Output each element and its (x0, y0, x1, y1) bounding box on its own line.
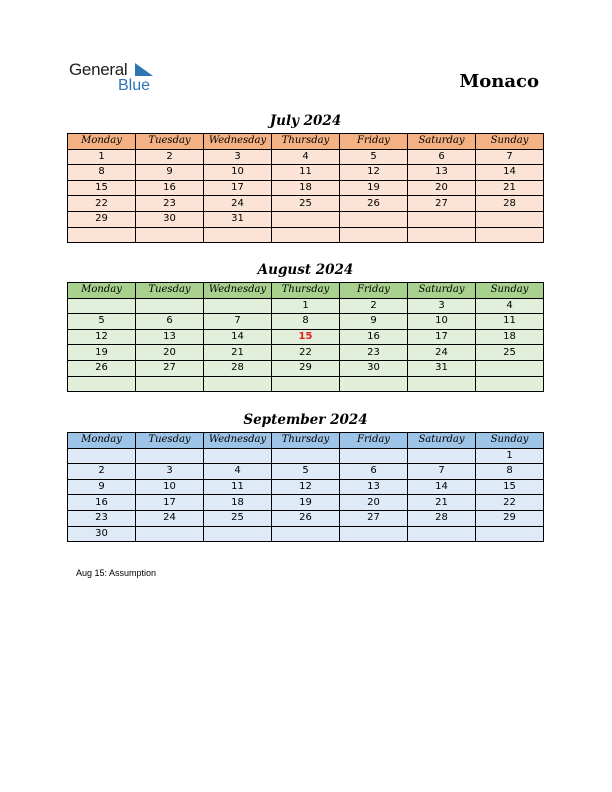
day-cell: 7 (204, 314, 272, 330)
day-cell: 3 (204, 149, 272, 165)
day-cell: 15 (476, 479, 544, 495)
day-cell: 26 (272, 510, 340, 526)
day-cell: 12 (340, 165, 408, 181)
day-cell: 29 (68, 211, 136, 227)
week-row (68, 314, 544, 330)
day-cell: 16 (340, 329, 408, 345)
day-cell: 16 (136, 180, 204, 196)
empty-day-cell (272, 211, 340, 227)
holiday-day-cell: 15 (272, 329, 340, 345)
day-cell: 21 (204, 345, 272, 361)
logo-triangle-icon (133, 63, 153, 78)
empty-day-cell (408, 376, 476, 392)
day-cell: 19 (272, 495, 340, 511)
day-cell: 20 (408, 180, 476, 196)
day-cell: 25 (272, 196, 340, 212)
day-cell: 28 (476, 196, 544, 212)
day-cell: 19 (68, 345, 136, 361)
weekday-header-row (68, 433, 544, 449)
day-cell: 27 (408, 196, 476, 212)
day-cell: 5 (340, 149, 408, 165)
calendar-july (67, 133, 544, 243)
weekday-header-sunday: Sunday (476, 433, 544, 449)
weekday-header-saturday: Saturday (408, 283, 476, 299)
weekday-header-tuesday: Tuesday (136, 283, 204, 299)
week-row (68, 298, 544, 314)
day-cell: 31 (204, 211, 272, 227)
day-cell: 1 (68, 149, 136, 165)
day-cell: 17 (408, 329, 476, 345)
day-cell: 31 (408, 360, 476, 376)
empty-day-cell (408, 211, 476, 227)
day-cell: 4 (204, 464, 272, 480)
week-row (68, 180, 544, 196)
day-cell: 28 (204, 360, 272, 376)
week-row (68, 329, 544, 345)
month-title-july: July 2024 (269, 113, 342, 129)
month-title-august: August 2024 (257, 262, 354, 278)
day-cell: 6 (340, 464, 408, 480)
weekday-header-wednesday: Wednesday (204, 433, 272, 449)
day-cell: 30 (136, 211, 204, 227)
day-cell: 6 (136, 314, 204, 330)
day-cell: 21 (476, 180, 544, 196)
day-cell: 9 (340, 314, 408, 330)
day-cell: 26 (340, 196, 408, 212)
weekday-header-thursday: Thursday (272, 433, 340, 449)
day-cell: 11 (204, 479, 272, 495)
day-cell: 12 (272, 479, 340, 495)
day-cell: 4 (476, 298, 544, 314)
empty-day-cell (204, 526, 272, 542)
day-cell: 25 (476, 345, 544, 361)
day-cell: 22 (476, 495, 544, 511)
generalblue-logo (69, 60, 169, 96)
day-cell: 30 (340, 360, 408, 376)
weekday-header-monday: Monday (68, 433, 136, 449)
weekday-header-monday: Monday (68, 283, 136, 299)
empty-day-cell (136, 298, 204, 314)
empty-day-cell (340, 376, 408, 392)
day-cell: 3 (408, 298, 476, 314)
empty-day-cell (340, 526, 408, 542)
day-cell: 10 (136, 479, 204, 495)
day-cell: 29 (272, 360, 340, 376)
day-cell: 6 (408, 149, 476, 165)
empty-day-cell (136, 227, 204, 243)
day-cell: 18 (204, 495, 272, 511)
day-cell: 14 (408, 479, 476, 495)
day-cell: 23 (136, 196, 204, 212)
day-cell: 7 (408, 464, 476, 480)
day-cell: 10 (408, 314, 476, 330)
day-cell: 23 (340, 345, 408, 361)
weekday-header-sunday: Sunday (476, 283, 544, 299)
weekday-header-wednesday: Wednesday (204, 283, 272, 299)
day-cell: 26 (68, 360, 136, 376)
day-cell: 11 (272, 165, 340, 181)
weekday-header-row (68, 283, 544, 299)
day-cell: 14 (204, 329, 272, 345)
calendar-august (67, 282, 544, 392)
weekday-header-saturday: Saturday (408, 134, 476, 150)
empty-day-cell (476, 526, 544, 542)
day-cell: 1 (476, 448, 544, 464)
weekday-header-wednesday: Wednesday (204, 134, 272, 150)
day-cell: 24 (204, 196, 272, 212)
week-row (68, 149, 544, 165)
empty-day-cell (68, 376, 136, 392)
empty-day-cell (68, 227, 136, 243)
day-cell: 18 (272, 180, 340, 196)
week-row (68, 196, 544, 212)
day-cell: 13 (136, 329, 204, 345)
day-cell: 24 (136, 510, 204, 526)
empty-day-cell (204, 227, 272, 243)
empty-day-cell (272, 227, 340, 243)
weekday-header-row (68, 134, 544, 150)
day-cell: 10 (204, 165, 272, 181)
day-cell: 21 (408, 495, 476, 511)
day-cell: 8 (272, 314, 340, 330)
empty-day-cell (204, 298, 272, 314)
empty-day-cell (476, 227, 544, 243)
day-cell: 20 (136, 345, 204, 361)
week-row (68, 211, 544, 227)
weekday-header-friday: Friday (340, 134, 408, 150)
empty-day-cell (136, 448, 204, 464)
weekday-header-tuesday: Tuesday (136, 134, 204, 150)
day-cell: 3 (136, 464, 204, 480)
weekday-header-friday: Friday (340, 283, 408, 299)
weekday-header-thursday: Thursday (272, 134, 340, 150)
empty-day-cell (272, 376, 340, 392)
logo-text-general: General (69, 60, 128, 79)
empty-day-cell (340, 211, 408, 227)
day-cell: 15 (68, 180, 136, 196)
day-cell: 17 (136, 495, 204, 511)
day-cell: 5 (68, 314, 136, 330)
day-cell: 17 (204, 180, 272, 196)
week-row (68, 448, 544, 464)
empty-day-cell (272, 448, 340, 464)
week-row (68, 376, 544, 392)
empty-day-cell (476, 376, 544, 392)
day-cell: 24 (408, 345, 476, 361)
day-cell: 22 (68, 196, 136, 212)
day-cell: 20 (340, 495, 408, 511)
day-cell: 13 (340, 479, 408, 495)
empty-day-cell (272, 526, 340, 542)
day-cell: 14 (476, 165, 544, 181)
day-cell: 16 (68, 495, 136, 511)
weekday-header-saturday: Saturday (408, 433, 476, 449)
empty-day-cell (68, 448, 136, 464)
day-cell: 29 (476, 510, 544, 526)
empty-day-cell (408, 448, 476, 464)
weekday-header-friday: Friday (340, 433, 408, 449)
week-row (68, 510, 544, 526)
week-row (68, 345, 544, 361)
empty-day-cell (408, 227, 476, 243)
day-cell: 8 (476, 464, 544, 480)
day-cell: 1 (272, 298, 340, 314)
day-cell: 2 (68, 464, 136, 480)
weekday-header-monday: Monday (68, 134, 136, 150)
day-cell: 27 (136, 360, 204, 376)
day-cell: 8 (68, 165, 136, 181)
day-cell: 25 (204, 510, 272, 526)
week-row (68, 360, 544, 376)
empty-day-cell (340, 448, 408, 464)
day-cell: 11 (476, 314, 544, 330)
day-cell: 30 (68, 526, 136, 542)
country-title: Monaco (459, 71, 539, 92)
day-cell: 12 (68, 329, 136, 345)
day-cell: 2 (340, 298, 408, 314)
empty-day-cell (408, 526, 476, 542)
day-cell: 9 (68, 479, 136, 495)
week-row (68, 526, 544, 542)
empty-day-cell (340, 227, 408, 243)
empty-day-cell (204, 448, 272, 464)
day-cell: 27 (340, 510, 408, 526)
day-cell: 7 (476, 149, 544, 165)
empty-day-cell (476, 360, 544, 376)
day-cell: 23 (68, 510, 136, 526)
day-cell: 13 (408, 165, 476, 181)
day-cell: 19 (340, 180, 408, 196)
week-row (68, 495, 544, 511)
weekday-header-thursday: Thursday (272, 283, 340, 299)
logo-text-blue: Blue (118, 77, 151, 94)
empty-day-cell (204, 376, 272, 392)
week-row (68, 464, 544, 480)
calendar-september (67, 432, 544, 542)
day-cell: 2 (136, 149, 204, 165)
weekday-header-sunday: Sunday (476, 134, 544, 150)
empty-day-cell (476, 211, 544, 227)
day-cell: 28 (408, 510, 476, 526)
holiday-note: Aug 15: Assumption (76, 568, 157, 578)
week-row (68, 165, 544, 181)
day-cell: 22 (272, 345, 340, 361)
day-cell: 9 (136, 165, 204, 181)
day-cell: 18 (476, 329, 544, 345)
empty-day-cell (136, 376, 204, 392)
month-title-september: September 2024 (243, 412, 368, 428)
day-cell: 4 (272, 149, 340, 165)
week-row (68, 479, 544, 495)
empty-day-cell (136, 526, 204, 542)
day-cell: 5 (272, 464, 340, 480)
empty-day-cell (68, 298, 136, 314)
week-row (68, 227, 544, 243)
weekday-header-tuesday: Tuesday (136, 433, 204, 449)
